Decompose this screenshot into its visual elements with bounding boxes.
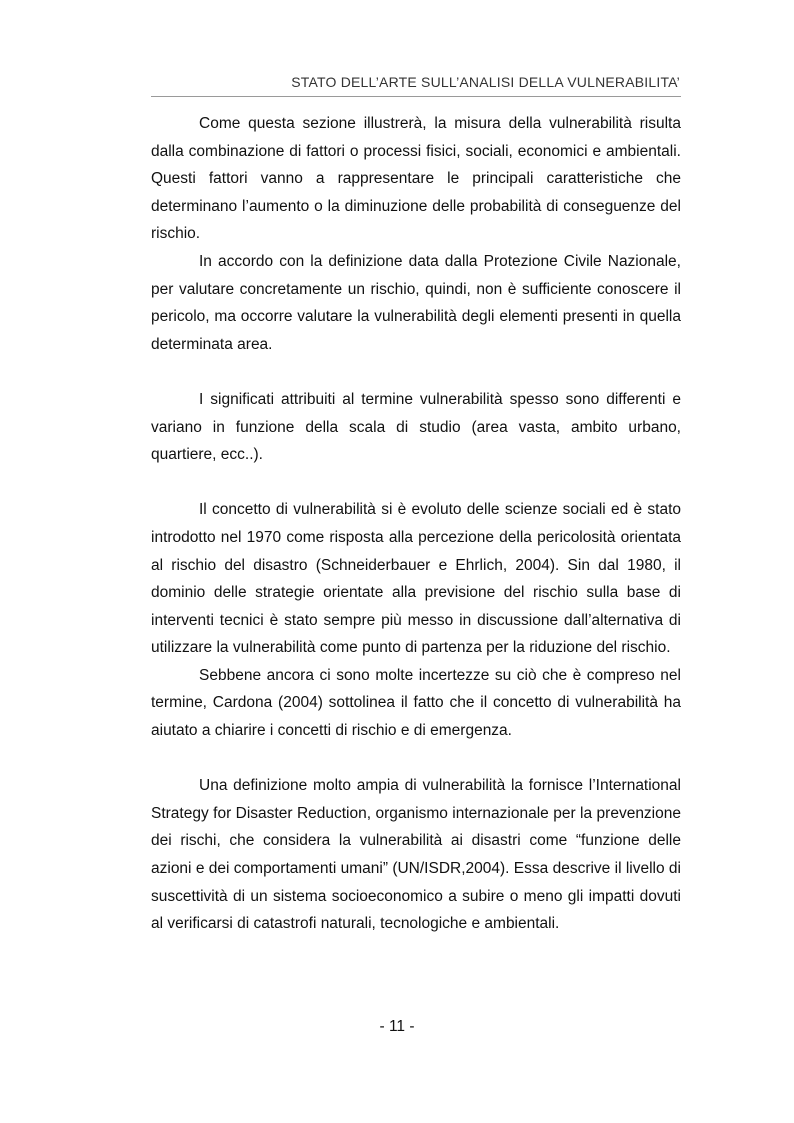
header-divider: [151, 96, 681, 97]
document-body: [151, 110, 681, 938]
page-number: - 11 -: [379, 1018, 415, 1035]
paragraph-term-meanings: I significati attribuiti al termine vulnerabilità spesso sono differenti e variano in funzione della scala di studio (area vasta, ambito urbano, quartiere, ecc..).: [151, 390, 681, 464]
paragraph-cardona: Sebbene ancora ci sono molte incertezze su ciò che è compreso nel termine, Cardona (2004) sottolinea il fatto che il concetto di vulnerabilità ha aiutato a chiarire i concetti di rischio e di emergenza.: [151, 666, 681, 740]
paragraph-vulnerability-measure: Come questa sezione illustrerà, la misura della vulnerabilità risulta dalla combinazione di fattori o processi fisici, sociali, economici e ambientali. Questi fattori vanno a rappresentare le principali caratteristiche che determinano l’aumento o la diminuzione delle probabilità di conseguenze del rischio.: [151, 115, 681, 243]
paragraph-isdr-definition: Una definizione molto ampia di vulnerabilità la fornisce l’International Strategy for Disaster Reduction, organismo internazionale per la prevenzione dei rischi, che considera la vulnerabilità ai disastri come “funzione delle azioni e dei comportamenti umani” (UN/ISDR,2004). Essa descrive il livello di suscettività di un sistema socioeconomico a subire o meno gli impatti dovuti al verificarsi di catastrofi naturali, tecnologiche e ambientali.: [151, 777, 681, 933]
paragraph-concept-evolution: Il concetto di vulnerabilità si è evoluto delle scienze sociali ed è stato introdotto nel 1970 come risposta alla percezione della pericolosità orientata al rischio del disastro (Schneiderbauer e Ehrlich, 2004). Sin dal 1980, il dominio delle strategie orientate alla previsione del rischio sulla base di interventi tecnici è stato sempre più messo in discussione dall’alternativa di utilizzare la vulnerabilità come punto di partenza per la riduzione del rischio.: [151, 501, 681, 657]
paragraph-civil-protection: In accordo con la definizione data dalla Protezione Civile Nazionale, per valutare concretamente un rischio, quindi, non è sufficiente conoscere il pericolo, ma occorre valutare la vulnerabilità degli elementi presenti in quella determinata area.: [151, 252, 681, 353]
running-header: STATO DELL’ARTE SULL’ANALISI DELLA VULNERABILITA’: [291, 74, 680, 90]
